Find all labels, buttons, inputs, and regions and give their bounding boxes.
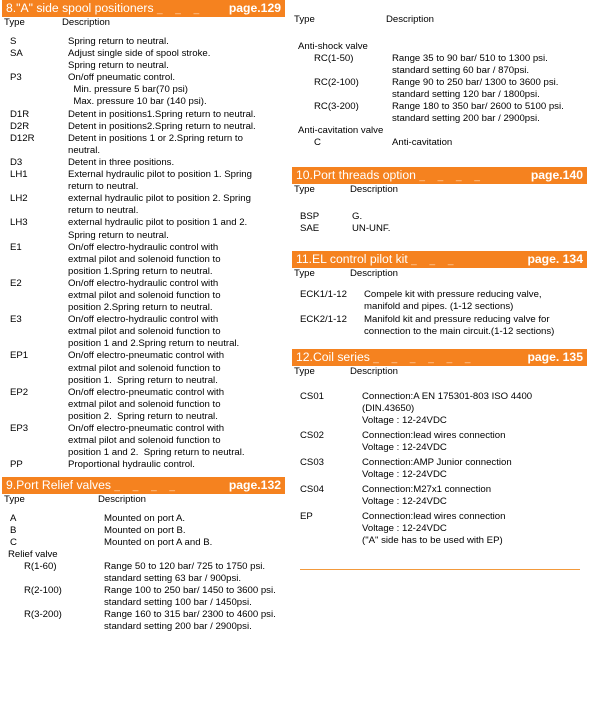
item-type-code: C (314, 137, 321, 148)
item-type-code: A (10, 513, 17, 525)
item-type-code: SA (10, 48, 23, 60)
description-line: Connection:lead wires connection (362, 430, 506, 441)
header-dash-decoration: _ _ _ (156, 4, 205, 15)
item-type-code: R(2-100) (24, 585, 62, 597)
description-line: On/off electro-hydraulic control with (68, 314, 219, 326)
description-line: Connection:AMP Junior connection (362, 457, 512, 468)
item-description (68, 121, 285, 133)
description-line: extmal pilot and solenoid function to (68, 398, 221, 410)
description-column-label: Description (350, 184, 398, 195)
item-description (68, 350, 285, 386)
item-description (362, 457, 587, 481)
description-line: Range 90 to 250 bar/ 1300 to 3600 psi. (392, 77, 559, 88)
section-10-column-header (292, 184, 587, 197)
item-description (68, 157, 285, 169)
item-description (68, 72, 285, 108)
section-9-header (2, 477, 285, 494)
item-type-code: BSP (300, 211, 320, 222)
description-line: Voltage : 12-24VDC (362, 523, 447, 534)
list-item (2, 217, 285, 241)
section-12-list (292, 391, 587, 547)
item-type-code: EP (300, 511, 313, 522)
item-type-code: E3 (10, 314, 22, 326)
list-item (292, 314, 587, 338)
list-item (2, 314, 285, 350)
item-description (68, 314, 285, 350)
relief-valve-label: Relief valve (8, 549, 58, 561)
description-line: return to neutral. (68, 181, 139, 193)
description-line: Spring return to neutral. (68, 60, 169, 72)
item-type-code: E2 (10, 277, 22, 289)
description-line: extmal pilot and solenoid function to (68, 362, 221, 374)
description-line: Detent in positions2.Spring return to neutral. (68, 120, 256, 132)
item-type-code: CS03 (300, 457, 324, 468)
type-column-label: Type (294, 14, 315, 25)
description-line: External hydraulic pilot to position 1. Spring (68, 169, 252, 181)
section-8-page-ref: page.129 (228, 1, 281, 15)
list-item (292, 101, 587, 125)
description-line: Manifold kit and pressure reducing valve for (364, 314, 550, 325)
description-line: On/off electro-pneumatic control with (68, 350, 225, 362)
description-line: On/off pneumatic control. (68, 72, 176, 84)
list-item (292, 484, 587, 508)
item-type-code: SAE (300, 223, 320, 234)
item-description (392, 77, 587, 101)
type-column-label: Type (294, 184, 315, 195)
description-column-label: Description (350, 366, 398, 377)
item-description (362, 430, 587, 454)
item-description (362, 484, 587, 508)
description-line: On/off electro-pneumatic control with (68, 386, 225, 398)
item-type-code: RC(2-100) (314, 77, 359, 88)
list-item (292, 77, 587, 101)
section-8-column-header (2, 17, 285, 30)
description-line: Range 35 to 90 bar/ 510 to 1300 psi. (392, 53, 548, 64)
list-item (2, 278, 285, 314)
description-line: Range 100 to 250 bar/ 1450 to 3600 psi. (104, 585, 276, 597)
description-line: standard setting 200 bar / 2900psi. (392, 113, 540, 124)
list-item (292, 511, 587, 547)
description-line: Mounted on port B. (104, 525, 186, 537)
section-9-title: 9.Port Relief valves (6, 478, 111, 493)
description-line: position 2.Spring return to neutral. (68, 302, 213, 314)
description-line: Voltage : 12-24VDC (362, 415, 447, 426)
list-item (292, 391, 587, 427)
type-column-label: Type (294, 268, 315, 279)
description-line: external hydraulic pilot to position 1 and 2. (68, 217, 248, 229)
item-description (362, 511, 587, 547)
list-item (2, 48, 285, 72)
item-description (68, 217, 285, 241)
item-type-code: R(1-60) (24, 561, 57, 573)
list-item (2, 585, 285, 609)
list-item (292, 53, 587, 77)
item-description (352, 223, 587, 235)
list-item (2, 350, 285, 386)
item-type-code: EP3 (10, 423, 29, 434)
item-type-code: ECK1/1-12 (300, 289, 347, 300)
item-type-code: PP (10, 459, 23, 471)
anti-cavitation-valve-label: Anti-cavitation valve (298, 125, 384, 136)
description-line: standard setting 63 bar / 900psi. (104, 573, 242, 585)
item-description (68, 423, 285, 459)
description-line: Range 180 to 350 bar/ 2600 to 5100 psi. (392, 101, 564, 112)
right-column (292, 0, 587, 550)
anti-shock-valve-list (292, 53, 587, 125)
item-description (104, 513, 285, 525)
description-line: Mounted on port A. (104, 513, 186, 525)
item-type-code: RC(3-200) (314, 101, 359, 112)
section-10-list (292, 211, 587, 235)
list-item (2, 513, 285, 525)
list-item (2, 121, 285, 133)
section-10-page-ref: page.140 (530, 168, 583, 182)
item-description (68, 193, 285, 217)
type-column-label: Type (294, 366, 315, 377)
description-line: manifold and pipes. (1-12 sections) (364, 301, 514, 312)
section-8-title: 8."A" side spool positioners (6, 1, 154, 15)
description-line: Voltage : 12-24VDC (362, 469, 447, 480)
section-11-title: 11.EL control pilot kit (296, 252, 408, 266)
item-type-code: ECK2/1-12 (300, 314, 347, 325)
item-type-code: D2R (10, 120, 30, 132)
item-description (104, 525, 285, 537)
description-line: On/off electro-hydraulic control with (68, 241, 219, 253)
description-line: Detent in positions 1 or 2.Spring return to (68, 132, 243, 144)
description-line: Voltage : 12-24VDC (362, 496, 447, 507)
description-line: Connection:A EN 175301-803 ISO 4400 (362, 391, 533, 402)
item-description (392, 101, 587, 125)
item-type-code: LH2 (10, 193, 28, 205)
description-line: extmal pilot and solenoid function to (68, 253, 221, 265)
item-description (104, 537, 285, 549)
description-line: Mounted on port A and B. (104, 537, 213, 549)
list-item (2, 459, 285, 471)
description-line: neutral. (68, 144, 100, 156)
section-8-header (2, 0, 285, 17)
item-description (68, 459, 285, 471)
section-11-list (292, 289, 587, 338)
section-9-column-header (2, 494, 285, 507)
description-line: standard setting 100 bar / 1450psi. (104, 597, 252, 609)
header-dash-decoration: _ _ _ _ _ _ (373, 353, 476, 364)
description-line: G. (352, 211, 363, 222)
item-type-code: CS02 (300, 430, 324, 441)
list-item (2, 561, 285, 585)
description-column-label: Description (62, 17, 110, 28)
description-column-label: Description (350, 268, 398, 279)
item-description (68, 133, 285, 157)
item-type-code: D12R (10, 132, 35, 144)
list-item (292, 289, 587, 313)
section-11-column-header (292, 268, 587, 281)
section-11-page-ref: page. 134 (527, 252, 583, 266)
section-8-list (2, 36, 285, 471)
section-9-page-ref: page.132 (228, 478, 281, 493)
description-line: Proportional hydraulic control. (68, 459, 195, 471)
description-line: position 2. Spring return to neutral. (68, 410, 218, 422)
description-line: extmal pilot and solenoid function to (68, 289, 221, 301)
description-line: Detent in three positions. (68, 156, 175, 168)
item-description (392, 137, 587, 149)
description-column-label: Description (386, 14, 434, 25)
description-line: ("A" side has to be used with EP) (362, 535, 503, 546)
item-description (104, 609, 285, 633)
item-type-code: B (10, 525, 17, 537)
section-12-page-ref: page. 135 (527, 350, 583, 364)
header-dash-decoration: _ _ _ _ (419, 171, 485, 182)
type-column-label: Type (4, 17, 25, 28)
list-item (2, 169, 285, 193)
left-column (2, 0, 285, 633)
description-line: Compele kit with pressure reducing valve, (364, 289, 542, 300)
description-line: UN-UNF. (352, 223, 391, 234)
section-9-list (2, 513, 285, 549)
item-description (68, 109, 285, 121)
description-line: Connection:lead wires connection (362, 511, 506, 522)
list-item (2, 157, 285, 169)
item-type-code: S (10, 36, 17, 47)
item-description (104, 585, 285, 609)
list-item (2, 72, 285, 108)
description-line: position 1.Spring return to neutral. (68, 265, 213, 277)
item-description (68, 242, 285, 278)
description-line: Spring return to neutral. (68, 229, 169, 241)
description-line: Anti-cavitation (392, 137, 453, 148)
header-dash-decoration: _ _ _ (411, 255, 459, 266)
item-description (362, 391, 587, 427)
list-item (292, 457, 587, 481)
item-type-code: E1 (10, 241, 22, 253)
item-type-code: R(3-200) (24, 609, 62, 621)
description-line: On/off electro-pneumatic control with (68, 423, 225, 434)
description-line: Detent in positions1.Spring return to neutral. (68, 108, 256, 120)
item-type-code: C (10, 537, 17, 549)
description-line: standard setting 60 bar / 870psi. (392, 65, 530, 76)
description-line: extmal pilot and solenoid function to (68, 435, 221, 447)
item-type-code: EP1 (10, 350, 29, 362)
description-line: Range 160 to 315 bar/ 2300 to 4600 psi. (104, 609, 276, 621)
description-line: standard setting 120 bar / 1800psi. (392, 89, 540, 100)
section-10-title: 10.Port threads option (296, 168, 416, 182)
list-item (2, 387, 285, 423)
description-line: external hydraulic pilot to position 2. Spring (68, 193, 251, 205)
item-type-code: EP2 (10, 386, 29, 398)
description-line: Adjust single side of spool stroke. (68, 48, 211, 60)
item-type-code: CS01 (300, 391, 324, 402)
description-line: On/off electro-hydraulic control with (68, 277, 219, 289)
item-description (68, 48, 285, 72)
anti-cavitation-valve-list (292, 137, 587, 149)
section-12-header (292, 349, 587, 366)
section-10-header (292, 167, 587, 184)
item-description (352, 211, 587, 223)
item-description (68, 387, 285, 423)
type-column-label: Type (4, 494, 25, 506)
section-9-continued-column-header (292, 14, 587, 27)
bottom-divider (300, 569, 580, 570)
item-description (68, 36, 285, 48)
description-line: Max. pressure 10 bar (140 psi). (68, 96, 207, 108)
description-line: (DIN.43650) (362, 403, 415, 414)
list-item (2, 109, 285, 121)
list-item (292, 137, 587, 149)
relief-valve-list (2, 561, 285, 633)
header-dash-decoration: _ _ _ _ (114, 481, 180, 493)
item-description (392, 53, 587, 77)
item-type-code: LH1 (10, 169, 28, 181)
description-line: Connection:M27x1 connection (362, 484, 492, 495)
item-description (104, 561, 285, 585)
description-line: return to neutral. (68, 205, 139, 217)
list-item (292, 223, 587, 235)
section-11-header (292, 251, 587, 268)
item-type-code: P3 (10, 72, 22, 84)
list-item (292, 430, 587, 454)
anti-shock-valve-label: Anti-shock valve (298, 41, 368, 52)
list-item (2, 423, 285, 459)
item-type-code: LH3 (10, 217, 28, 229)
description-line: position 1 and 2.Spring return to neutral. (68, 338, 240, 350)
description-line: Min. pressure 5 bar(70 psi) (68, 84, 188, 96)
description-line: Voltage : 12-24VDC (362, 442, 447, 453)
description-line: extmal pilot and solenoid function to (68, 326, 221, 338)
item-description (364, 289, 587, 313)
item-description (364, 314, 587, 338)
item-description (68, 278, 285, 314)
description-line: connection to the main circuit.(1-12 sections) (364, 326, 555, 337)
item-type-code: D3 (10, 156, 23, 168)
item-type-code: D1R (10, 108, 30, 120)
list-item (2, 609, 285, 633)
description-line: Spring return to neutral. (68, 36, 169, 47)
description-line: standard setting 200 bar / 2900psi. (104, 621, 252, 633)
description-line: position 1 and 2. Spring return to neutral. (68, 447, 245, 459)
list-item (2, 242, 285, 278)
section-12-title: 12.Coil series (296, 350, 370, 364)
list-item (2, 36, 285, 48)
item-type-code: RC(1-50) (314, 53, 354, 64)
item-type-code: CS04 (300, 484, 324, 495)
list-item (2, 537, 285, 549)
description-line: Range 50 to 120 bar/ 725 to 1750 psi. (104, 561, 266, 573)
list-item (2, 525, 285, 537)
list-item (2, 193, 285, 217)
list-item (292, 211, 587, 223)
item-description (68, 169, 285, 193)
section-12-column-header (292, 366, 587, 379)
list-item (2, 133, 285, 157)
description-column-label: Description (98, 494, 146, 506)
description-line: position 1. Spring return to neutral. (68, 374, 218, 386)
